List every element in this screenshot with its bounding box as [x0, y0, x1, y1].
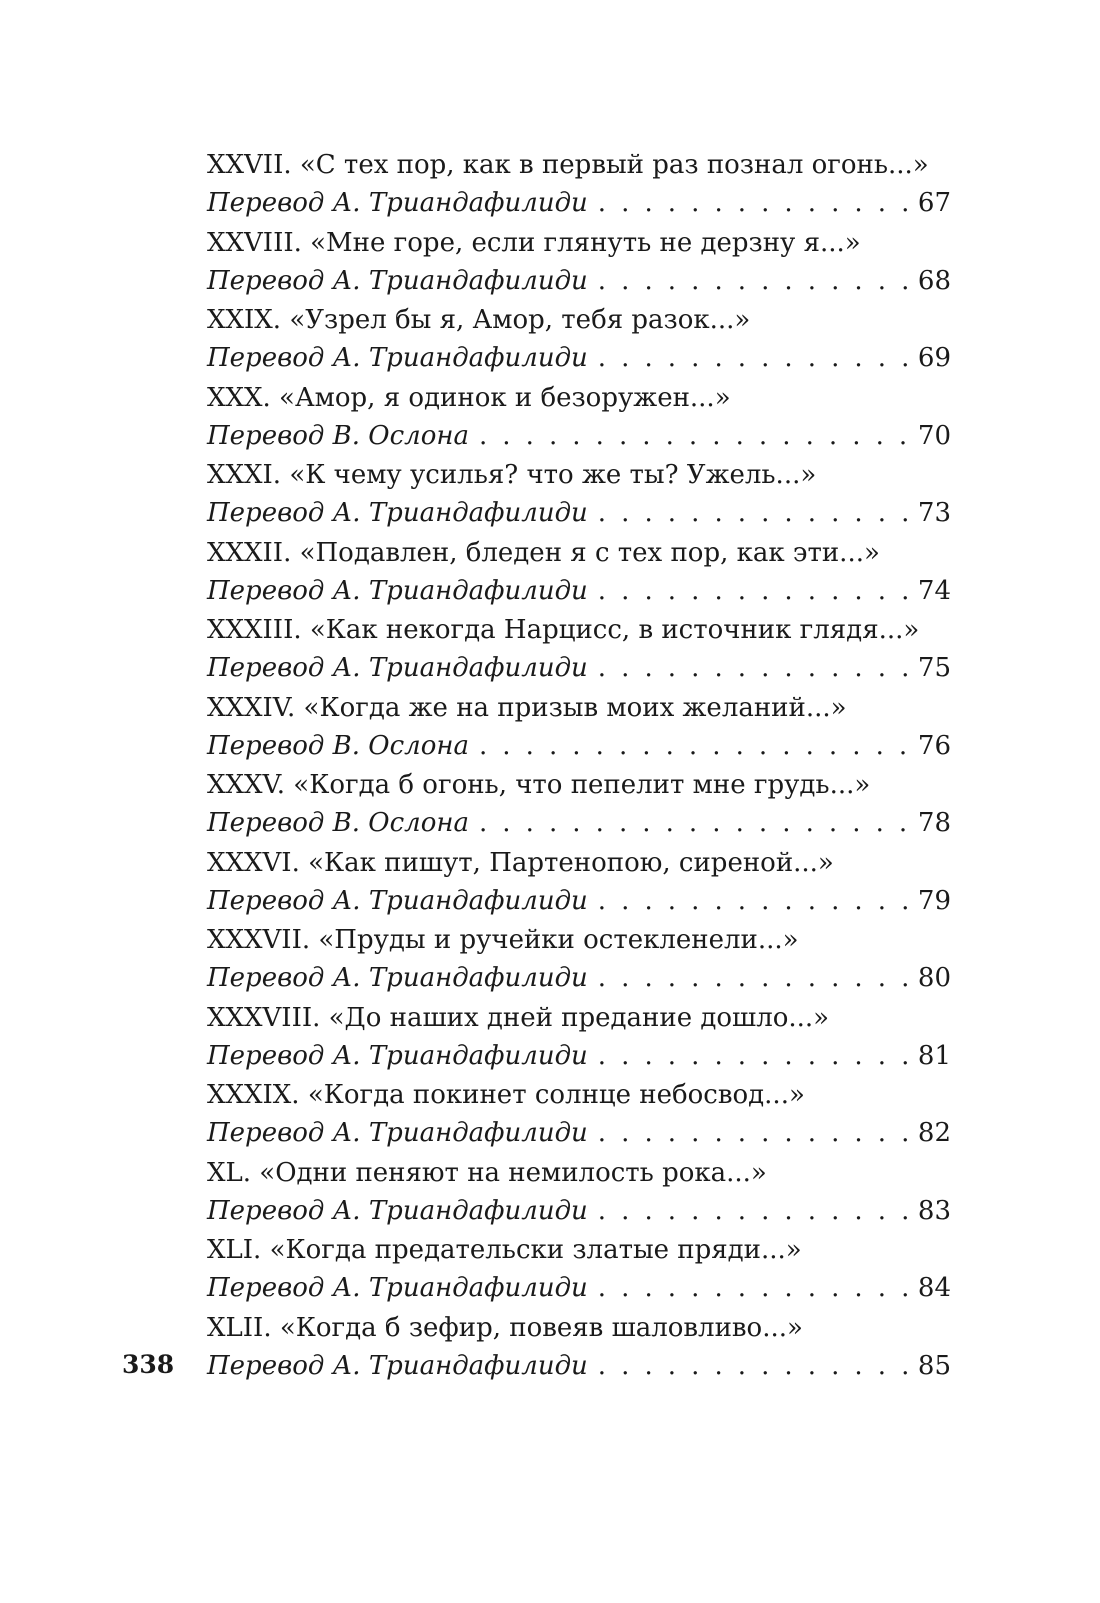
- translator-name: Перевод А. Триандафилиди: [207, 1195, 588, 1226]
- translator-line: [207, 727, 951, 765]
- toc-entry: [207, 1231, 951, 1309]
- page-number: 80: [917, 963, 951, 993]
- translator-name: Перевод А. Триандафилиди: [207, 188, 588, 218]
- dot-leader: [598, 1269, 908, 1307]
- poem-title: XLI. «Когда предательски златые пряди...»: [207, 1235, 802, 1265]
- page-number: 74: [917, 575, 951, 606]
- dot-leader: [479, 804, 908, 842]
- toc-entry: [207, 534, 951, 612]
- toc-entry: [207, 921, 951, 999]
- poem-title: XXVIII. «Мне горе, если глянуть не дерзну я...»: [207, 227, 861, 258]
- translator-line: [207, 804, 951, 842]
- page-number: 70: [917, 420, 951, 451]
- table-of-contents: [207, 146, 951, 1386]
- translator-line: [207, 494, 951, 532]
- page-number: 85: [917, 1350, 951, 1381]
- translator-line: [207, 339, 951, 377]
- dot-leader: [598, 1114, 908, 1152]
- translator-name: Перевод В. Ослона: [207, 730, 469, 761]
- translator-line: [207, 1037, 951, 1075]
- toc-entry: [207, 224, 951, 302]
- page-number: 75: [917, 653, 951, 683]
- dot-leader: [598, 1037, 908, 1075]
- dot-leader: [598, 1347, 908, 1385]
- translator-name: Перевод А. Триандафилиди: [207, 1273, 588, 1303]
- toc-entry: [207, 844, 951, 922]
- page-number: 67: [917, 188, 951, 218]
- toc-entry: [207, 1309, 951, 1387]
- poem-title: XXX. «Амор, я одинок и безоружен...»: [207, 382, 731, 413]
- translator-name: Перевод А. Триандафилиди: [207, 1118, 588, 1148]
- toc-entry: [207, 301, 951, 379]
- poem-title: XXXIX. «Когда покинет солнце небосвод...»: [207, 1080, 805, 1110]
- translator-line: [207, 959, 951, 997]
- translator-name: Перевод В. Ослона: [207, 420, 469, 451]
- dot-leader: [598, 572, 908, 610]
- toc-entry: [207, 999, 951, 1077]
- translator-name: Перевод А. Триандафилиди: [207, 343, 588, 373]
- toc-entry: [207, 689, 951, 767]
- translator-name: Перевод А. Триандафилиди: [207, 575, 588, 606]
- page-number: 78: [917, 808, 951, 838]
- poem-title: XXXII. «Подавлен, бледен я с тех пор, как эти...»: [207, 537, 880, 568]
- poem-title: XLII. «Когда б зефир, повеяв шаловливо...»: [207, 1312, 803, 1343]
- page-number: 69: [917, 343, 951, 373]
- toc-entry: [207, 146, 951, 224]
- translator-name: Перевод А. Триандафилиди: [207, 1040, 588, 1071]
- dot-leader: [479, 417, 908, 455]
- translator-line: [207, 417, 951, 455]
- page-number: 76: [917, 730, 951, 761]
- page-number: 82: [917, 1118, 951, 1148]
- toc-entry: [207, 766, 951, 844]
- dot-leader: [598, 494, 908, 532]
- translator-name: Перевод В. Ослона: [207, 808, 469, 838]
- translator-line: [207, 262, 951, 300]
- poem-title: XXXVI. «Как пишут, Партенопою, сиреной...»: [207, 847, 834, 878]
- poem-title: XXXIII. «Как некогда Нарцисс, в источник глядя...»: [207, 615, 920, 645]
- dot-leader: [598, 959, 908, 997]
- translator-line: [207, 649, 951, 687]
- dot-leader: [598, 882, 908, 920]
- dot-leader: [479, 727, 908, 765]
- toc-entry: [207, 1076, 951, 1154]
- poem-title: XXXIV. «Когда же на призыв моих желаний...»: [207, 692, 847, 723]
- translator-name: Перевод А. Триандафилиди: [207, 265, 588, 296]
- dot-leader: [598, 1192, 908, 1230]
- folio-page-number: 338: [122, 1350, 175, 1379]
- page-number: 68: [917, 265, 951, 296]
- page-number: 83: [917, 1195, 951, 1226]
- translator-line: [207, 572, 951, 610]
- poem-title: XXVII. «С тех пор, как в первый раз познал огонь...»: [207, 150, 929, 180]
- translator-line: [207, 1269, 951, 1307]
- translator-name: Перевод А. Триандафилиди: [207, 963, 588, 993]
- translator-name: Перевод А. Триандафилиди: [207, 1350, 588, 1381]
- page-number: 81: [917, 1040, 951, 1071]
- poem-title: XXXI. «К чему усилья? что же ты? Ужель...»: [207, 460, 817, 490]
- toc-entry: [207, 379, 951, 457]
- translator-name: Перевод А. Триандафилиди: [207, 498, 588, 528]
- translator-line: [207, 1347, 951, 1385]
- page-number: 79: [917, 885, 951, 916]
- toc-entry: [207, 456, 951, 534]
- toc-entry: [207, 1154, 951, 1232]
- translator-line: [207, 882, 951, 920]
- poem-title: XXXVIII. «До наших дней предание дошло...»: [207, 1002, 830, 1033]
- poem-title: XXIX. «Узрел бы я, Амор, тебя разок...»: [207, 305, 751, 335]
- translator-name: Перевод А. Триандафилиди: [207, 885, 588, 916]
- dot-leader: [598, 339, 908, 377]
- dot-leader: [598, 649, 908, 687]
- page-number: 73: [917, 498, 951, 528]
- translator-name: Перевод А. Триандафилиди: [207, 653, 588, 683]
- translator-line: [207, 1192, 951, 1230]
- dot-leader: [598, 184, 908, 222]
- page-number: 84: [917, 1273, 951, 1303]
- poem-title: XXXVII. «Пруды и ручейки остекленели...»: [207, 925, 799, 955]
- translator-line: [207, 184, 951, 222]
- poem-title: XL. «Одни пеняют на немилость рока...»: [207, 1157, 767, 1188]
- translator-line: [207, 1114, 951, 1152]
- poem-title: XXXV. «Когда б огонь, что пепелит мне грудь...»: [207, 770, 871, 800]
- toc-entry: [207, 611, 951, 689]
- dot-leader: [598, 262, 908, 300]
